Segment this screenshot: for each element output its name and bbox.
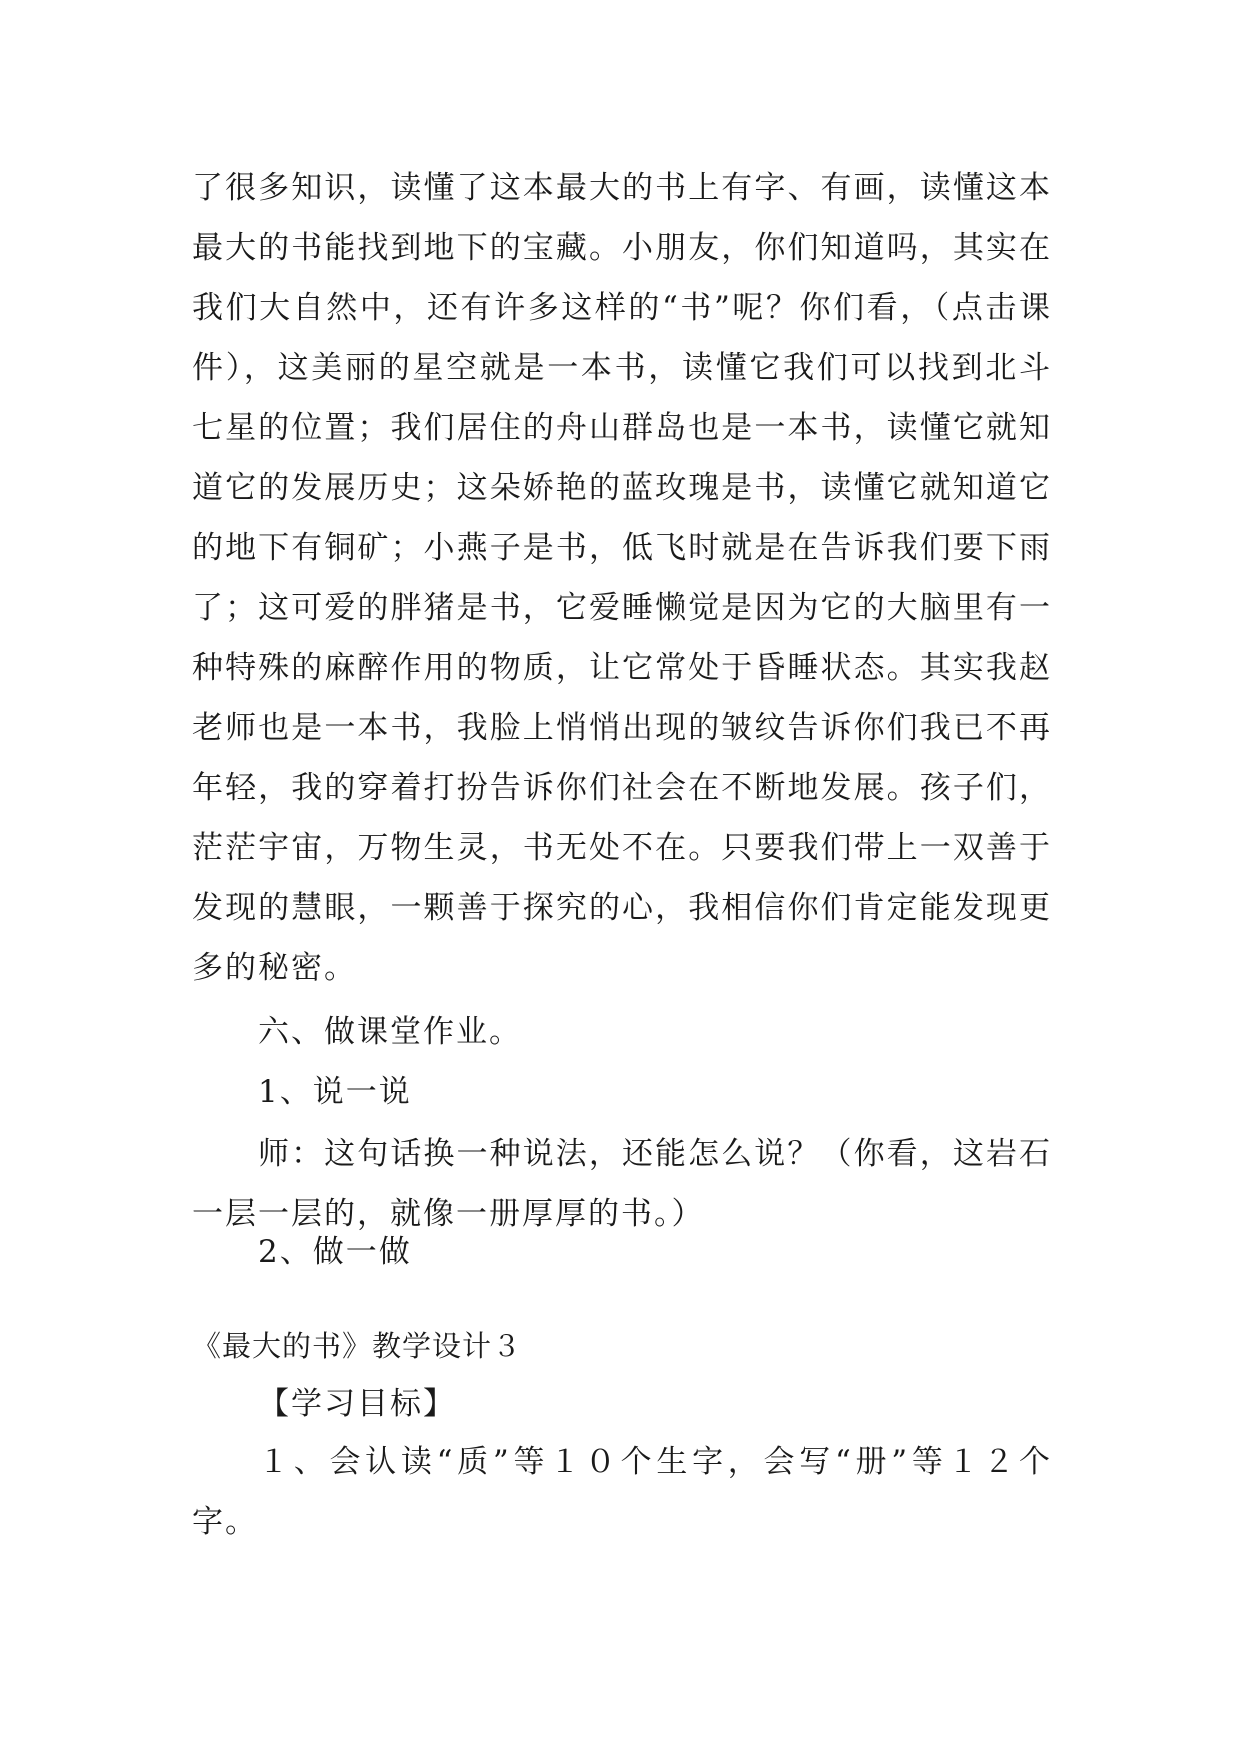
teacher-question-paragraph: 师：这句话换一种说法，还能怎么说？（你看，这岩石一层一层的，就像一册厚厚的书。） bbox=[192, 1136, 1052, 1232]
body-paragraph: 了很多知识，读懂了这本最大的书上有字、有画，读懂这本最大的书能找到地下的宝藏。小朋友，你们知道吗，其实在我们大自然中，还有许多这样的“书”呢？你们看，（点击课件），这美丽的星空就是一本书，读懂它我们可以找到北斗七星的位置；我们居住的舟山群岛也是一本书，读懂它就知道它的发展历史；这朵娇艳的蓝玫瑰是书，读懂它就知道它的地下有铜矿；小燕子是书，低飞时就是在告诉我们要下雨了；这可爱的胖猪是书，它爱睡懒觉是因为它的大脑里有一种特殊的麻醉作用的物质，让它常处于昏睡状态。其实我赵老师也是一本书，我脸上悄悄出现的皱纹告诉你们我已不再年轻，我的穿着打扮告诉你们社会在不断地发展。孩子们，茫茫宇宙，万物生灵，书无处不在。只要我们带上一双善于发现的慧眼，一颗善于探究的心，我相信你们肯定能发现更多的秘密。 bbox=[192, 170, 1052, 986]
objectives-heading: 【学习目标】 bbox=[258, 1386, 456, 1422]
design-title: 《最大的书》教学设计３ bbox=[192, 1329, 523, 1363]
objective-item-1: １、会认读“质”等１０个生字，会写“册”等１２个字。 bbox=[192, 1444, 1052, 1540]
exercise-item-2: 2、做一做 bbox=[258, 1234, 412, 1270]
exercise-item-1: 1、说一说 bbox=[258, 1074, 412, 1110]
section-heading-classwork: 六、做课堂作业。 bbox=[258, 1014, 522, 1050]
